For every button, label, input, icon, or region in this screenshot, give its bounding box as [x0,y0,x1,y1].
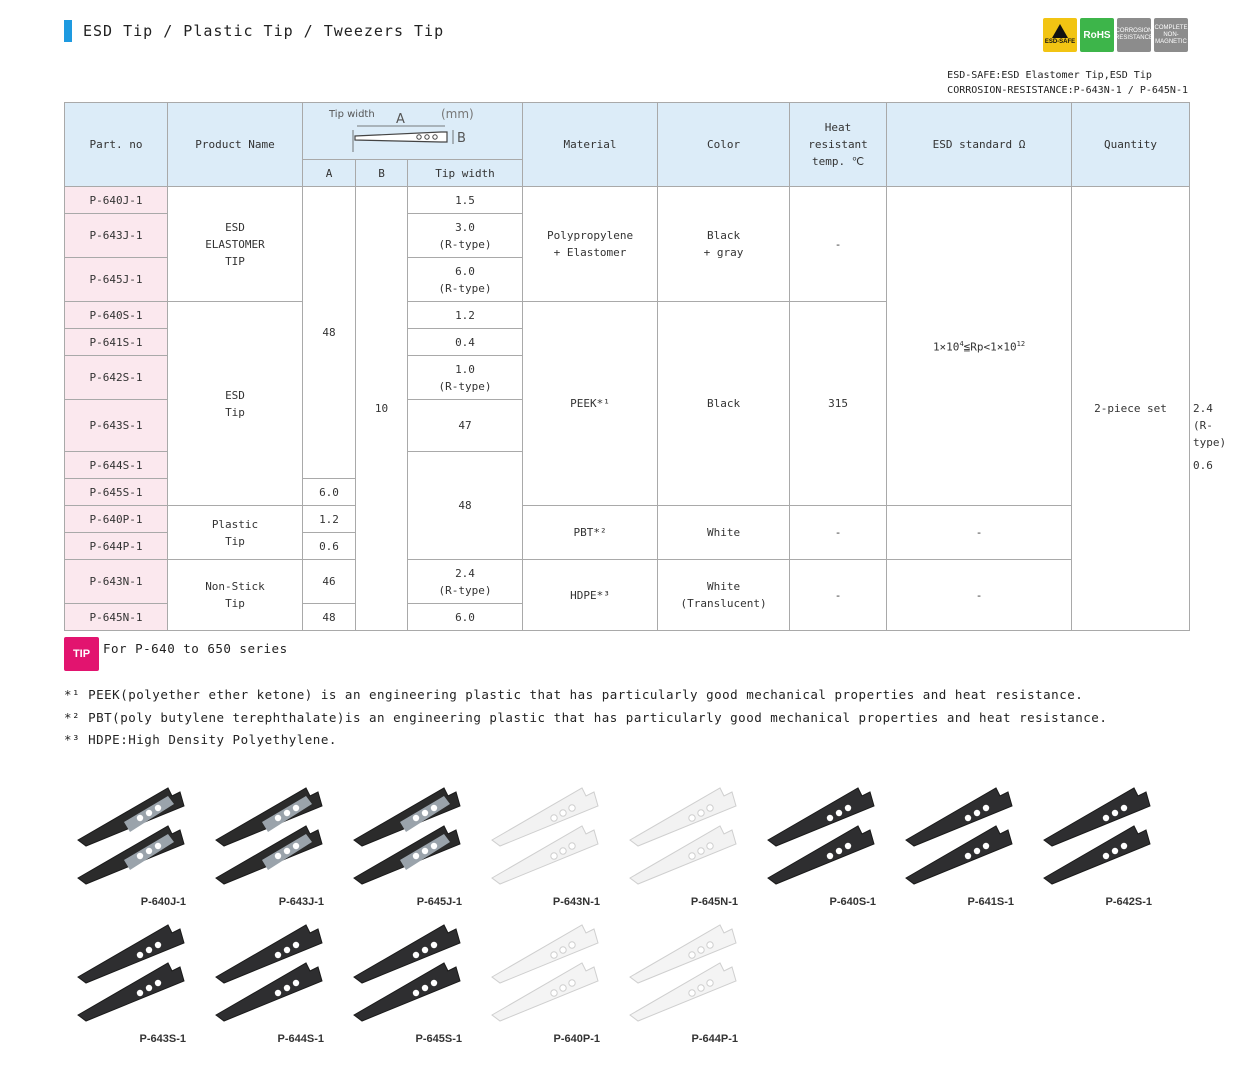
color: Black + gray [658,187,790,302]
rohs-icon: RoHS [1080,18,1114,52]
product-label: P-645S-1 [415,1033,462,1045]
header-quantity: Quantity [1072,103,1190,187]
part-no: P-641S-1 [65,329,168,356]
svg-text:(mm): (mm) [440,107,474,121]
tip-width: 1.2 [408,302,523,329]
table-row: P-643S-1 47 2.4 (R-type) [65,400,1190,452]
page-title-bar [64,20,444,42]
product-p-643s-1 [64,915,202,1050]
header-tip-width: Tip width [408,160,523,187]
tweezer-tip-icon [478,915,616,1030]
color: White (Translucent) [658,560,790,631]
tweezer-tip-icon [892,778,1030,893]
footnote-3: *³ HDPE:High Density Polyethylene. [64,732,337,747]
product-p-645s-1 [340,915,478,1050]
heat-temp: 315 [790,302,887,506]
product-name: ESD Tip [168,302,303,506]
product-label: P-644P-1 [691,1033,738,1045]
tip-text: For P-640 to 650 series [103,641,288,656]
heat-temp: - [790,560,887,631]
product-name: Plastic Tip [168,506,303,560]
tweezer-tip-icon [202,778,340,893]
part-no: P-645S-1 [65,479,168,506]
product-label: P-643N-1 [552,896,600,908]
product-p-642s-1 [1030,778,1168,913]
dim-a: 46 [303,560,356,604]
part-no: P-640P-1 [65,506,168,533]
material: PEEK*¹ [523,302,658,506]
product-name: Non-Stick Tip [168,560,303,631]
esd-safe-icon: ESD-SAFE [1043,18,1077,52]
product-label: P-640J-1 [140,896,186,908]
tip-width: 1.2 [303,506,356,533]
tweezer-tip-icon [202,915,340,1030]
corrosion-resistance-icon: CORROSION RESISTANCE [1117,18,1151,52]
product-p-645n-1 [616,778,754,913]
header-material: Material [523,103,658,187]
heat-temp: - [790,187,887,302]
color: White [658,506,790,560]
esd-standard: - [887,560,1072,631]
product-label: P-643S-1 [139,1033,186,1045]
tip-width: 1.5 [408,187,523,214]
material: Polypropylene + Elastomer [523,187,658,302]
part-no: P-642S-1 [65,356,168,400]
dim-a: 47 [408,400,523,452]
dim-a: 48 [303,604,356,631]
product-label: P-645J-1 [416,896,462,908]
svg-text:A: A [395,112,405,127]
tip-width: 2.4 (R-type) [408,560,523,604]
tip-width: 0.6 [303,533,356,560]
product-p-640j-1 [64,778,202,913]
tweezer-tip-icon [340,915,478,1030]
part-no: P-640J-1 [65,187,168,214]
footnote-2: *² PBT(poly butylene terephthalate)is an engineering plastic that has particularly good mechanical properties and heat resistance. [64,709,1108,725]
product-label: P-645N-1 [690,896,738,908]
product-p-644s-1 [202,915,340,1050]
corrosion-note: CORROSION-RESISTANCE:P-643N-1 / P-645N-1 [947,85,1188,96]
header-a: A [303,160,356,187]
part-no: P-643S-1 [65,400,168,452]
esd-standard: $1\times 10^4≦Rp<1\times 10^{12}$ [887,187,1072,506]
table-row [65,187,1190,214]
header-b: B [356,160,408,187]
tweezer-tip-icon [478,778,616,893]
non-magnetic-icon: COMPLETE NON-MAGNETIC [1154,18,1188,52]
tip-width: 1.0 (R-type) [408,356,523,400]
part-no: P-640S-1 [65,302,168,329]
tweezer-tip-icon [64,915,202,1030]
esd-standard: - [887,506,1072,560]
product-p-644p-1 [616,915,754,1050]
header-heat: Heat resistant temp. ℃ [790,103,887,187]
part-no: P-643N-1 [65,560,168,604]
product-p-640p-1 [478,915,616,1050]
certification-badges [1043,18,1188,52]
heat-temp: - [790,506,887,560]
tweezer-tip-icon [1030,778,1168,893]
footnote-1: *¹ PEEK(polyether ether ketone) is an engineering plastic that has particularly good mechanical properties and heat resistance. [64,687,1084,702]
dim-a: 48 [303,187,356,479]
safety-notes [947,68,1188,98]
part-no: P-643J-1 [65,214,168,258]
material: HDPE*³ [523,560,658,631]
product-label: P-643J-1 [278,896,324,908]
tip-note [64,637,288,671]
material: PBT*² [523,506,658,560]
product-label: P-640P-1 [553,1033,600,1045]
tweezer-tip-icon [64,778,202,893]
svg-text:B: B [456,131,466,146]
tip-width: 6.0 [303,479,356,506]
product-name: ESD ELASTOMER TIP [168,187,303,302]
page-title: ESD Tip / Plastic Tip / Tweezers Tip [83,22,445,40]
part-no: P-645J-1 [65,258,168,302]
tweezer-tip-icon [340,778,478,893]
tweezer-tip-icon [754,778,892,893]
footnotes [64,684,1107,752]
tweezer-tip-icon [616,915,754,1030]
color: Black [658,302,790,506]
header-product-name: Product Name [168,103,303,187]
dimension-diagram [303,103,523,160]
product-p-645j-1 [340,778,478,913]
tip-width: 3.0 (R-type) [408,214,523,258]
table-row [65,506,1190,533]
quantity: 2-piece set [1072,187,1190,631]
product-p-641s-1 [892,778,1030,913]
tweezer-tip-icon [616,778,754,893]
tip-dimension-icon [323,104,503,158]
tip-width: 0.4 [408,329,523,356]
dim-b: 10 [356,187,408,631]
header-esd: ESD standard Ω [887,103,1072,187]
product-label: P-641S-1 [967,896,1014,908]
dim-a: 48 [408,452,523,560]
header-part-no: Part. no [65,103,168,187]
product-p-640s-1 [754,778,892,913]
tip-width: 6.0 [408,604,523,631]
spec-table [64,102,1227,631]
product-label: P-640S-1 [829,896,876,908]
title-accent-bar [64,20,72,42]
table-row [65,560,1190,604]
tip-width: 6.0 (R-type) [408,258,523,302]
esd-safe-note: ESD-SAFE:ESD Elastomer Tip,ESD Tip [947,70,1152,81]
product-p-643n-1 [478,778,616,913]
part-no: P-645N-1 [65,604,168,631]
product-p-643j-1 [202,778,340,913]
tip-badge: TIP [64,637,99,671]
product-label: P-644S-1 [277,1033,324,1045]
header-color: Color [658,103,790,187]
table-row: P-644S-1 48 0.6 [65,452,1190,479]
part-no: P-644P-1 [65,533,168,560]
svg-text:Tip width: Tip width [328,109,375,120]
part-no: P-644S-1 [65,452,168,479]
product-label: P-642S-1 [1105,896,1152,908]
